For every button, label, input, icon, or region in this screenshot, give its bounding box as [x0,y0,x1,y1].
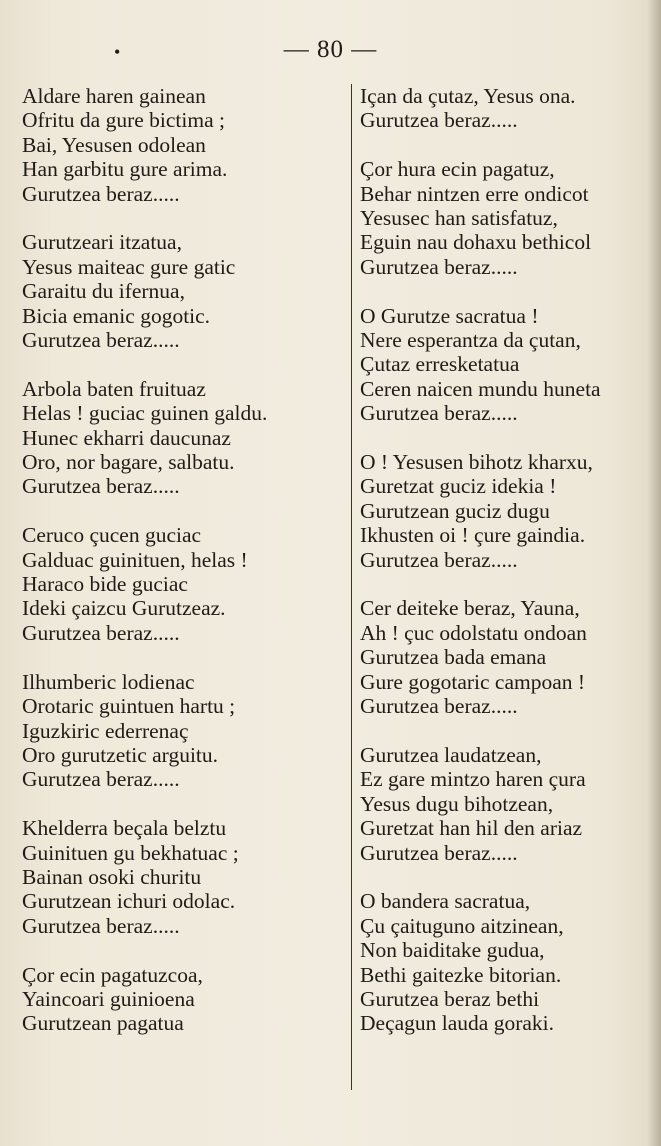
verse-line: Gurutzean pagatua [22,1011,184,1036]
verse-line: Iguzkiric ederrenaç [22,718,189,743]
verse-line: Arbola baten fruituaz [22,376,206,401]
verse-line: Eguin nau dohaxu bethicol [360,230,592,255]
verse-line: Ez gare mintzo haren çura [360,767,586,792]
verse-line: Gurutzean ichuri odolac. [22,889,236,914]
verse-line: Oro, nor bagare, salbatu. [22,450,235,475]
verse-line: O Gurutze sacratua ! [360,303,539,328]
verse-line: Çutaz erresketatua [360,352,520,377]
verse-line: Ceruco çucen guciac [22,523,202,548]
verse-line: Gurutzea beraz..... [22,767,180,792]
verse-line: Guinituen gu bekhatuac ; [22,840,239,865]
verse-line: Ilhumberic lodienac [22,669,195,694]
verse-line: Gurutzea beraz bethi [360,986,540,1011]
stanza [360,450,660,572]
verse-line: Ah ! çuc odolstatu ondoan [360,620,587,645]
verse-line: Khelderra beçala belztu [22,816,227,841]
verse-line: Cer deiteke beraz, Yauna, [360,596,580,621]
verse-line: Nere esperantza da çutan, [360,328,581,353]
verse-line: Gurutzean guciz dugu [360,498,550,523]
verse-line: Bethi gaitezke bitorian. [360,962,562,987]
verse-line: Gurutzea beraz..... [22,328,180,353]
verse-line: Gurutzea beraz..... [360,840,518,865]
verse-line: Gurutzea beraz..... [360,254,518,279]
column-divider [351,84,352,1090]
verse-line: Gurutzea laudatzean, [360,742,542,767]
verse-line: O ! Yesusen bihotz kharxu, [360,450,593,475]
stanza [360,157,660,279]
verse-line: Çor hura ecin pagatuz, [360,157,555,182]
stanza [22,84,340,206]
stanza [22,963,340,1036]
verse-line: Ofritu da gure bictima ; [22,108,225,133]
stanza [360,596,660,718]
verse-line: Han garbitu gure arima. [22,157,228,182]
stanza [22,230,340,352]
verse-line: Behar nintzen erre ondicot [360,181,589,206]
verse-line: Gurutzea bada emana [360,645,547,670]
header-bullet: • [114,42,122,62]
right-column [360,84,660,1060]
verse-line: Gurutzea beraz..... [22,620,180,645]
verse-line: Gurutzea beraz..... [22,181,180,206]
stanza [22,523,340,645]
verse-line: Gure gogotaric campoan ! [360,669,586,694]
verse-line: Bai, Yesusen odolean [22,132,206,157]
verse-line: Orotaric guintuen hartu ; [22,694,236,719]
verse-line: Deçagun lauda goraki. [360,1011,555,1036]
verse-line: Ideki çaizcu Gurutzeaz. [22,596,226,621]
verse-line: O bandera sacratua, [360,889,531,914]
verse-line: Yesusec han satisfatuz, [360,206,558,231]
verse-line: Aldare haren gainean [22,84,206,108]
verse-line: Ceren naicen mundu huneta [360,376,601,401]
verse-line: Gurutzea beraz..... [360,108,518,133]
page-number: — 80 — [283,36,378,63]
verse-line: Oro gurutzetic arguitu. [22,742,219,767]
verse-line: Yesus maiteac gure gatic [22,254,236,279]
verse-line: Galduac guinituen, helas ! [22,547,248,572]
verse-line: Gurutzea beraz..... [360,547,518,572]
stanza [22,377,340,499]
verse-line: Helas ! guciac guinen galdu. [22,401,268,426]
verse-line: Hunec ekharri daucunaz [22,425,231,450]
verse-line: Çu çaituguno aitzinean, [360,913,564,938]
verse-line: Gurutzea beraz..... [360,401,518,426]
verse-line: Haraco bide guciac [22,572,188,597]
verse-line: Gurutzeari itzatua, [22,230,182,255]
verse-line: Ikhusten oi ! çure gaindia. [360,523,586,548]
left-column [22,84,340,1060]
verse-line: Yaincoari guinioena [22,986,195,1011]
verse-line: Bicia emanic gogotic. [22,303,211,328]
stanza [360,304,660,426]
stanza [360,889,660,1035]
verse-line: Yesus dugu bihotzean, [360,791,554,816]
verse-line: Guretzat han hil den ariaz [360,816,583,841]
verse-line: Garaitu du ifernua, [22,279,185,304]
verse-line: Çor ecin pagatuzcoa, [22,962,203,987]
stanza [360,84,660,133]
verse-line: Bainan osoki churitu [22,864,202,889]
verse-line: Içan da çutaz, Yesus ona. [360,84,576,108]
stanza [22,816,340,938]
stanza [22,670,340,792]
verse-line: Non baiditake gudua, [360,938,545,963]
verse-line: Gurutzea beraz..... [22,474,180,499]
verse-line: Gurutzea beraz..... [360,694,518,719]
verse-line: Gurutzea beraz..... [22,913,180,938]
verse-line: Guretzat guciz idekia ! [360,474,557,499]
stanza [360,743,660,865]
page-header [0,36,661,64]
